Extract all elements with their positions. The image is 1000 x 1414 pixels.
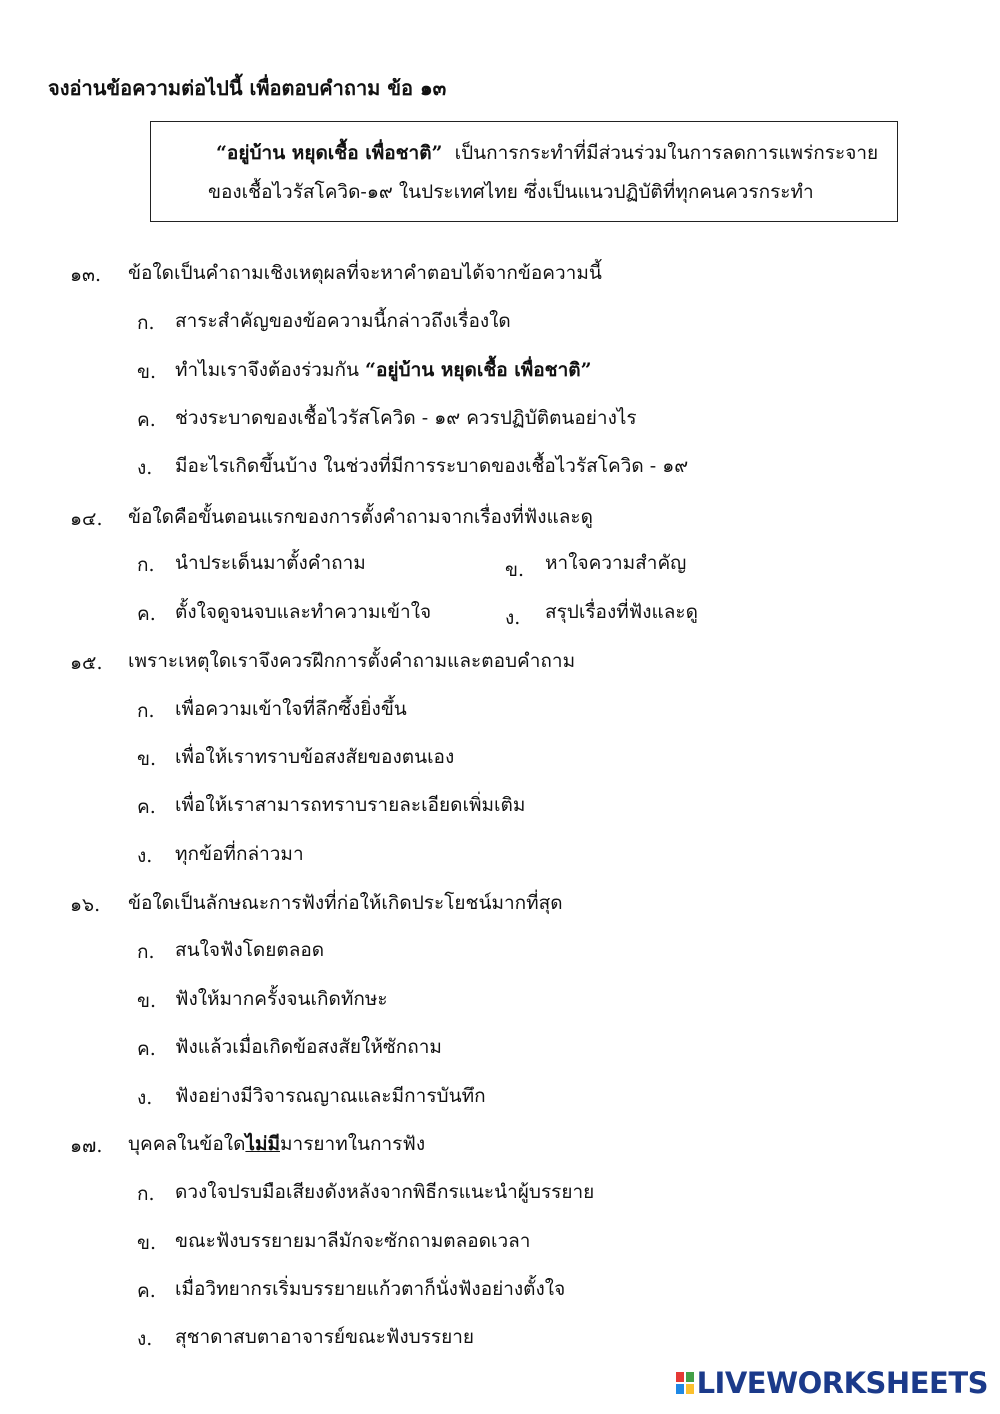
option-text[interactable]: สุชาดาสบตาอาจารย์ขณะฟังบรรยาย <box>175 1326 475 1348</box>
option-letter: ก. <box>137 312 155 334</box>
liveworksheets-logo <box>676 1366 988 1400</box>
option-letter: ค. <box>137 796 156 818</box>
option-letter: ง. <box>137 1087 153 1109</box>
option-text[interactable]: ช่วงระบาดของเชื้อไวรัสโควิด - ๑๙ ควรปฏิบัติตนอย่างไร <box>175 407 637 429</box>
option-letter: ก. <box>137 700 155 722</box>
option-letter: ค. <box>137 1280 156 1302</box>
question-text: ข้อใดเป็นลักษณะการฟังที่ก่อให้เกิดประโยชน์มากที่สุด <box>128 892 563 914</box>
option-text[interactable]: เพื่อให้เราสามารถทราบรายละเอียดเพิ่มเติม <box>175 794 526 816</box>
option-text-part: ทำไมเราจึงต้องร่วมกัน <box>175 359 359 381</box>
option-letter: ค. <box>137 409 156 431</box>
passage-line-2: ของเชื้อไวรัสโควิด-๑๙ ในประเทศไทย ซึ่งเป็นแนวปฏิบัติที่ทุกคนควรกระทำ <box>208 181 814 203</box>
option-letter: ค. <box>137 603 156 625</box>
option-text[interactable]: นำประเด็นมาตั้งคำถาม <box>175 552 366 574</box>
option-text[interactable]: ตั้งใจดูจนจบและทำความเข้าใจ <box>175 601 432 623</box>
question-number: ๑๓. <box>70 264 102 286</box>
option-text[interactable]: ทุกข้อที่กล่าวมา <box>175 843 304 865</box>
option-text[interactable]: สรุปเรื่องที่ฟังและดู <box>545 601 698 623</box>
option-text[interactable]: ขณะฟังบรรยายมาลีมักจะซักถามตลอดเวลา <box>175 1230 531 1252</box>
logo-text: LIVEWORKSHEETS <box>696 1366 988 1400</box>
option-letter: ข. <box>137 990 157 1012</box>
option-letter: ก. <box>137 554 155 576</box>
question-emphasis: ไม่มี <box>245 1133 281 1155</box>
option-letter: ข. <box>505 559 525 581</box>
option-letter: ข. <box>137 361 157 383</box>
question-number: ๑๔. <box>70 508 103 530</box>
option-text[interactable]: เพื่อความเข้าใจที่ลึกซึ้งยิ่งขึ้น <box>175 698 407 720</box>
question-number: ๑๖. <box>70 894 101 916</box>
option-text[interactable]: ฟังให้มากครั้งจนเกิดทักษะ <box>175 988 388 1010</box>
question-text: เพราะเหตุใดเราจึงควรฝึกการตั้งคำถามและตอบคำถาม <box>128 650 576 672</box>
option-text[interactable] <box>175 355 592 385</box>
question-number: ๑๗. <box>70 1135 103 1157</box>
option-letter: ก. <box>137 941 155 963</box>
question-number: ๑๕. <box>70 652 103 674</box>
option-text[interactable]: หาใจความสำคัญ <box>545 552 687 574</box>
question-text <box>128 1129 425 1159</box>
option-letter: ง. <box>137 1328 153 1350</box>
question-text: ข้อใดคือขั้นตอนแรกของการตั้งคำถามจากเรื่องที่ฟังและดู <box>128 506 593 528</box>
passage-line-1 <box>216 138 878 168</box>
option-text[interactable]: มีอะไรเกิดขึ้นบ้าง ในช่วงที่มีการระบาดของเชื้อไวรัสโควิด - ๑๙ <box>175 455 689 477</box>
option-text-bold: “อยู่บ้าน หยุดเชื้อ เพื่อชาติ” <box>365 359 592 381</box>
option-letter: ค. <box>137 1038 156 1060</box>
instruction-heading: จงอ่านข้อความต่อไปนี้ เพื่อตอบคำถาม ข้อ ๑๓ <box>48 76 447 100</box>
question-text-part: มารยาทในการฟัง <box>280 1133 426 1155</box>
passage-quote: “อยู่บ้าน หยุดเชื้อ เพื่อชาติ” <box>216 142 443 164</box>
question-text: ข้อใดเป็นคำถามเชิงเหตุผลที่จะหาคำตอบได้จากข้อความนี้ <box>128 262 602 284</box>
option-letter: ก. <box>137 1183 155 1205</box>
option-letter: ง. <box>137 457 153 479</box>
option-letter: ง. <box>137 845 153 867</box>
option-text[interactable]: สนใจฟังโดยตลอด <box>175 939 325 961</box>
option-text[interactable]: เมื่อวิทยากรเริ่มบรรยายแก้วตาก็นั่งฟังอย่างตั้งใจ <box>175 1278 566 1300</box>
option-text[interactable]: ดวงใจปรบมือเสียงดังหลังจากพิธีกรแนะนำผู้บรรยาย <box>175 1181 595 1203</box>
option-letter: ข. <box>137 1232 157 1254</box>
passage-box <box>150 121 898 222</box>
option-letter: ข. <box>137 748 157 770</box>
logo-mark-icon <box>676 1372 694 1394</box>
option-letter: ง. <box>505 607 521 629</box>
option-text[interactable]: ฟังแล้วเมื่อเกิดข้อสงสัยให้ซักถาม <box>175 1036 442 1058</box>
passage-line-1-text: เป็นการกระทำที่มีส่วนร่วมในการลดการแพร่กระจาย <box>454 142 879 164</box>
option-text[interactable]: ฟังอย่างมีวิจารณญาณและมีการบันทึก <box>175 1085 486 1107</box>
option-text[interactable]: สาระสำคัญของข้อความนี้กล่าวถึงเรื่องใด <box>175 310 511 332</box>
question-text-part: บุคคลในข้อใด <box>128 1133 246 1155</box>
option-text[interactable]: เพื่อให้เราทราบข้อสงสัยของตนเอง <box>175 746 455 768</box>
